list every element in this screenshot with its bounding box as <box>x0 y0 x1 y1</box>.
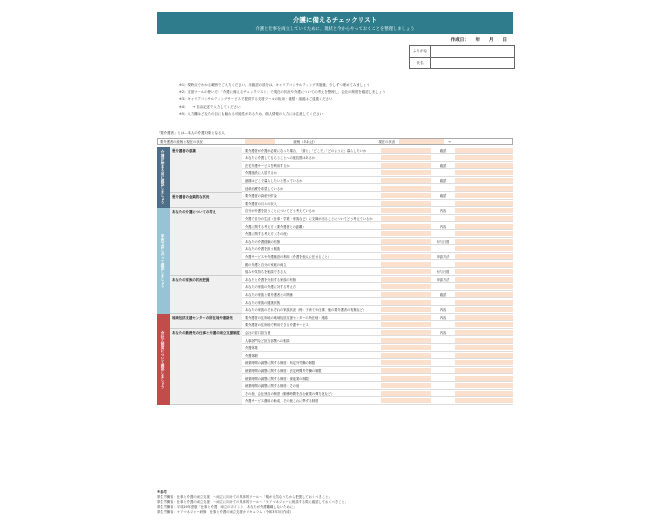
checklist-row <box>242 276 513 283</box>
checklist-row <box>242 162 513 169</box>
note-line: ※2）支援ツールの使い方：「介護に備えるチェックリスト」で現在の状況や介護についての考えを整理し、会社の制度を確認しましょう <box>179 90 386 95</box>
note-input[interactable] <box>455 398 513 403</box>
arrow-icon: → <box>448 139 451 144</box>
note-input[interactable] <box>455 383 513 388</box>
checklist-row <box>242 261 513 268</box>
name-field[interactable] <box>431 58 514 69</box>
field-kind-label: 申請方法 <box>436 277 450 282</box>
checklist-item-label: 要介護者の住所地で利用できる介護サービス <box>245 323 309 328</box>
created-date: 作成日： 年 月 日 <box>450 38 507 43</box>
note-input[interactable] <box>455 307 513 312</box>
checklist-item-label: あなたの家族のそれぞれの家族状況（例：子育てや仕事、他の要介護者の有無など） <box>245 308 367 313</box>
references <box>157 490 348 515</box>
ref-line: 厚生労働省：仕事と介護の両立支援 ～両立に向けての具体的ツール～「ケアマネジャーに相談する際に確認しておくべきこと」 <box>157 500 349 504</box>
note-input[interactable] <box>455 345 513 350</box>
answer-input[interactable] <box>381 193 431 198</box>
checklist-item-label: 介護に関する考え方（要介護者との距離） <box>245 224 306 229</box>
checklist-row <box>242 299 513 306</box>
note-input[interactable] <box>455 155 513 160</box>
furigana-label: ふりがな <box>410 46 431 57</box>
checklist-item-label: あなたの家族の介護に対する考え方 <box>245 285 296 290</box>
note-input[interactable] <box>455 330 513 335</box>
checklist-row <box>242 322 513 329</box>
checklist-item-label: あなたに介護してもらうことへの抵抗感はあるか <box>245 156 315 161</box>
checklist-item-label: 介護休暇 <box>245 353 258 358</box>
name-row <box>410 58 514 69</box>
section-band: 家族で話し合って確認しましょう <box>157 208 170 314</box>
checklist-row <box>242 269 513 276</box>
checklist-item-label: その他、会社独自の制度（勤務時間を含む就業の弾力化など） <box>245 391 335 396</box>
note-input[interactable] <box>455 360 513 365</box>
field-kind-label: 付与日数 <box>436 270 450 275</box>
checklist-item-label: 悩みや気持ちを相談できる人 <box>245 270 287 275</box>
checklist-row <box>242 208 513 215</box>
answer-input[interactable] <box>381 269 431 274</box>
checklist-row <box>242 329 513 336</box>
checklist-row <box>242 314 513 321</box>
checklist-item-label: 要介護者の住所地の地域包括支援センターの所在地・連絡 <box>245 315 328 320</box>
checklist-row <box>242 375 513 382</box>
checklist-sheet <box>157 12 513 512</box>
checklist-row <box>242 185 513 192</box>
checklist-row <box>242 383 513 390</box>
note-input[interactable] <box>455 254 513 259</box>
answer-input[interactable] <box>381 383 431 388</box>
note-input[interactable] <box>455 353 513 358</box>
table-head-row <box>157 138 513 145</box>
answer-input[interactable] <box>381 353 431 358</box>
note-input[interactable] <box>455 246 513 251</box>
answer-input[interactable] <box>381 148 431 153</box>
answer-input[interactable] <box>381 208 431 213</box>
checklist-item-label: 就業時間の調整に関する制度：深夜業の制限 <box>245 376 309 381</box>
note-input[interactable] <box>455 224 513 229</box>
note-line: ※4） → 自由記述で入力してください <box>179 104 241 109</box>
checklist-row <box>242 147 513 154</box>
checklist-item-label: 就業時間の調整に関する制度：法定時間外労働の制限 <box>245 368 322 373</box>
field-kind-label: 内容 <box>439 315 447 320</box>
field-kind-label: 内容 <box>439 330 447 335</box>
checklist-row <box>242 367 513 374</box>
field-kind-label: 内容 <box>439 224 447 229</box>
checklist-item-label: 介護休業 <box>245 346 258 351</box>
checklist-row <box>242 253 513 260</box>
note-line: ※5）入力欄はどなたの目にも触れる可能性があるため、個人情報の入力には注意してください <box>179 111 323 116</box>
checklist-item-label: 就業時間の調整に関する制度：その他 <box>245 384 300 389</box>
checklist-item-label: 要介護者の月々の収入 <box>245 201 277 206</box>
answer-input[interactable] <box>381 231 431 236</box>
page-title: 介護に備えるチェックリスト <box>292 16 378 24</box>
section-band: 介護が始まる前に確認しましょう <box>157 147 170 208</box>
checklist-row <box>242 352 513 359</box>
checklist-row <box>242 155 513 162</box>
ref-line: 厚生労働省：ケアマネジャー研修 仕事と介護の両立支援カリキュラム（令和3年3月作成） <box>157 510 293 514</box>
note-input[interactable] <box>455 239 513 244</box>
furigana-row <box>410 46 514 58</box>
note-input[interactable] <box>455 277 513 282</box>
answer-input[interactable] <box>381 284 431 289</box>
answer-input[interactable] <box>381 322 431 327</box>
checklist-row <box>242 337 513 344</box>
note-input[interactable] <box>455 376 513 381</box>
answer-input[interactable] <box>381 216 431 221</box>
status-input[interactable] <box>399 139 444 144</box>
checklist-item-label: 介護サービスや介護施設の利用（介護を他人に任せること） <box>245 254 332 259</box>
note-input[interactable] <box>455 170 513 175</box>
answer-input[interactable] <box>381 163 431 168</box>
checklist-item-label: 要介護者の資産や貯金 <box>245 194 277 199</box>
note-input[interactable] <box>455 338 513 343</box>
checklist-item-label: あなたの家族の健康状態 <box>245 300 281 305</box>
ref-line: 厚生労働省：仕事と介護の両立支援 ～両立に向けての具体的ツール～「親が元気なうちから把握しておくべきこと」 <box>157 495 332 499</box>
note-input[interactable] <box>455 148 513 153</box>
name-label: 氏名 <box>410 58 431 69</box>
note-input[interactable] <box>455 269 513 274</box>
note-input[interactable] <box>455 201 513 206</box>
identity-box <box>409 45 515 69</box>
checklist-row <box>242 398 513 405</box>
field-kind-label: 申請方法 <box>436 254 450 259</box>
checklist-item-label: 介護サービス費用の助成、その他これに準ずる制度 <box>245 399 319 404</box>
checklist-item-label: 親の介護と自分の家庭の両立 <box>245 262 287 267</box>
checklist-item-label: 介護施設に入居するか <box>245 171 277 176</box>
field-kind-label: 内容 <box>439 209 447 214</box>
answer-input[interactable] <box>381 186 431 191</box>
note-input[interactable] <box>455 231 513 236</box>
answer-input[interactable] <box>381 178 431 183</box>
note-input[interactable] <box>455 284 513 289</box>
field-kind-label: 確認 <box>439 163 447 168</box>
answer-input[interactable] <box>381 170 431 175</box>
checklist-row <box>242 200 513 207</box>
note-input[interactable] <box>455 163 513 168</box>
answer-input[interactable] <box>381 155 431 160</box>
note-line: ※1）現時点でわかる範囲でご入力ください。未確認の部分は、キャリアコンサルティング実施後、少しずつ埋めてみましょう <box>179 83 370 87</box>
checklist-item-label: 会社の窓口担当者 <box>245 330 271 335</box>
answer-input[interactable] <box>381 224 431 229</box>
checklist-row <box>242 291 513 298</box>
head-cell: 続柄（あれば） <box>293 140 317 144</box>
note-input[interactable] <box>455 322 513 327</box>
field-kind-label: 確認 <box>439 178 447 183</box>
title-banner <box>157 12 513 34</box>
note-input[interactable] <box>455 368 513 373</box>
answer-input[interactable] <box>381 338 431 343</box>
checklist-item-label: 在宅介護サービスを利用するか <box>245 163 290 168</box>
field-kind-label: 確認 <box>439 292 447 297</box>
answer-input[interactable] <box>381 262 431 267</box>
checklist-item-label: 就業時間の調整に関する制度：所定外労働の制限 <box>245 361 316 366</box>
answer-input[interactable] <box>381 368 431 373</box>
category-cell: 要介護者の意識 <box>170 147 242 193</box>
answer-input[interactable] <box>381 201 431 206</box>
checklist-row <box>242 284 513 291</box>
note-input[interactable] <box>455 262 513 267</box>
checklist-item-label: あなたの介護経験の有無 <box>245 239 281 244</box>
checklist-row <box>242 231 513 238</box>
field-kind-label: 確認 <box>439 194 447 199</box>
checklist-row <box>242 170 513 177</box>
notes <box>179 82 509 118</box>
category-cell: 要介護者の金銭的な状況 <box>170 193 242 208</box>
head-cell: 現在の状況 <box>378 140 395 144</box>
answer-input[interactable] <box>381 246 431 251</box>
answer-input[interactable] <box>381 239 431 244</box>
checklist-row <box>242 360 513 367</box>
answer-input[interactable] <box>381 300 431 305</box>
checklist-row <box>242 177 513 184</box>
answer-input[interactable] <box>381 376 431 381</box>
checklist-row <box>242 193 513 200</box>
note-input[interactable] <box>455 193 513 198</box>
checklist-row <box>242 307 513 314</box>
note-input[interactable] <box>455 186 513 191</box>
answer-input[interactable] <box>381 360 431 365</box>
answer-input[interactable] <box>381 330 431 335</box>
checklist-item-label: あなたの介護を担う親族 <box>245 247 281 252</box>
answer-input[interactable] <box>381 315 431 320</box>
note-input[interactable] <box>455 300 513 305</box>
category-cell: あなたの家族の状況把握 <box>170 276 242 314</box>
checklist-row <box>242 238 513 245</box>
answer-input[interactable] <box>381 307 431 312</box>
checklist-row <box>242 390 513 397</box>
section-band: 会社と制度について確認しましょう <box>157 314 170 405</box>
note-input[interactable] <box>455 216 513 221</box>
checklist-row <box>242 345 513 352</box>
checklist-row <box>242 246 513 253</box>
checklist-item-label: 人事部門など担当部署への相談 <box>245 338 290 343</box>
furigana-field[interactable] <box>431 46 514 57</box>
checklist-item-label: あなたと介護を分担する家族の有無 <box>245 277 296 282</box>
answer-input[interactable] <box>381 277 431 282</box>
answer-input[interactable] <box>381 391 431 396</box>
answer-input[interactable] <box>381 398 431 403</box>
note-input[interactable] <box>455 391 513 396</box>
checklist-item-label: 自分が介護を担うことについてどう考えているか <box>245 209 316 214</box>
note-input[interactable] <box>455 208 513 213</box>
checklist-row <box>242 223 513 230</box>
category-cell: あなたの勤務先の仕事と介護の両立支援制度 <box>170 329 242 405</box>
category-cell: あなたの介護についての考え <box>170 208 242 276</box>
checklist-item-label: 延命治療を希望しているか <box>245 186 284 191</box>
checklist-item-label: あなたの家族と要介護者との関係 <box>245 292 293 297</box>
checklist-item-label: 介護で自分の生活（仕事・学業・家族など）に支障が出ることについてどう考えているか <box>245 216 373 221</box>
note-input[interactable] <box>455 292 513 297</box>
checklist-item-label: 要介護者が介護が必要になった場合、「誰と」「どこで」「どのように」暮らしたいか <box>245 148 367 153</box>
note-line: ※3）キャリアコンサルティングサービスで提供する支援ツールの転用・複製・譲渡はご遠慮ください <box>179 97 333 102</box>
checklist-row <box>242 215 513 222</box>
note-input[interactable] <box>455 178 513 183</box>
relation-input[interactable] <box>245 139 275 144</box>
ref-line: ※参考 <box>157 490 167 494</box>
answer-input[interactable] <box>381 292 431 297</box>
checklist-item-label: 介護に関する考え方（その他） <box>245 232 290 237</box>
answer-input[interactable] <box>381 345 431 350</box>
ref-line: 厚生労働省：平成29年度版「仕事と介護 両立のポイント あなたが介護離職しないために」 <box>157 505 297 509</box>
note-input[interactable] <box>455 315 513 320</box>
field-kind-label: 確認 <box>439 148 447 153</box>
checklist-item-label: 最期はどこで暮らしたいと思っているか <box>245 178 303 183</box>
answer-input[interactable] <box>381 254 431 259</box>
field-kind-label: 付与日数 <box>436 239 450 244</box>
head-cell: 要介護者の続柄と現在の状況 <box>160 140 203 144</box>
field-kind-label: 内容 <box>439 308 447 313</box>
table-caption: 「要介護者」とは…本人の介護対象となる人 <box>157 131 225 135</box>
category-cell: 地域包括支援センターの所在地や連絡先 <box>170 314 242 329</box>
page-subtitle: 介護と仕事を両立していくために、現状と今からやっておくことを整理しましょう <box>255 27 415 32</box>
